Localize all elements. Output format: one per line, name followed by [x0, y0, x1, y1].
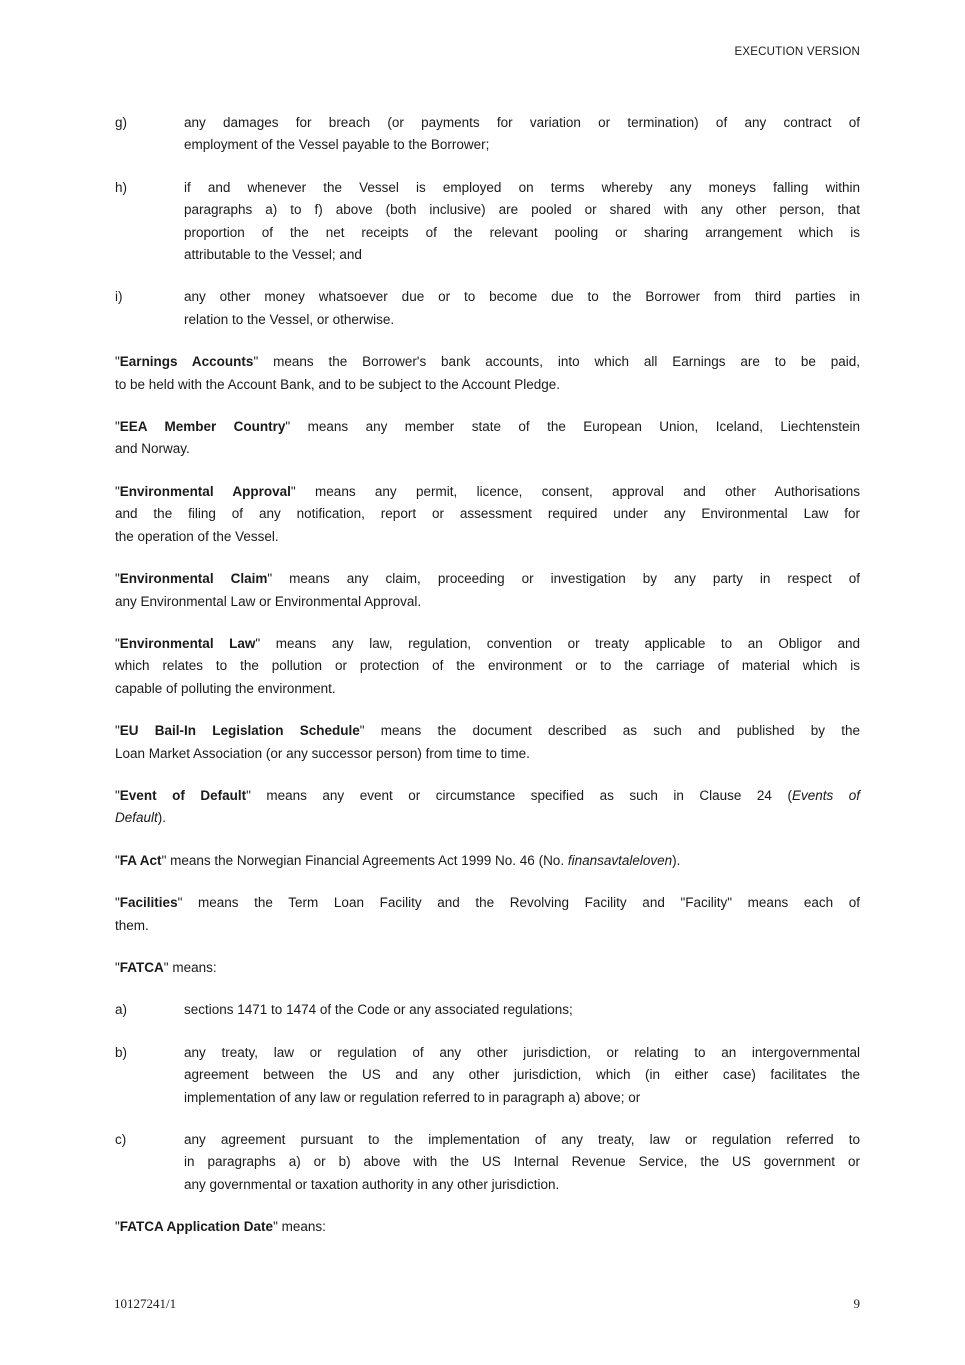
- body-text: Loan Market Association (or any successor person) from time to time.: [115, 745, 530, 761]
- body-text: ": [115, 959, 120, 975]
- paragraph-text: [184, 177, 860, 267]
- text-line: [115, 591, 860, 613]
- body-text: in paragraphs a) or b) above with the US Internal Revenue Service, the US government or: [184, 1154, 860, 1170]
- list-item-label: c): [115, 1132, 127, 1147]
- definition-eea-member-country: [115, 416, 860, 461]
- text-line: [115, 892, 860, 914]
- list-item-c: [115, 1129, 860, 1196]
- defined-term: Facilities: [119, 895, 178, 911]
- definition-environmental-approval: [115, 481, 860, 548]
- text-line: [184, 1064, 860, 1086]
- defined-term: Environmental Approval: [119, 483, 291, 499]
- text-line: [115, 568, 860, 590]
- paragraph-text: [115, 481, 860, 548]
- body-text: sections 1471 to 1474 of the Code or any associated regulations;: [184, 1002, 573, 1018]
- defined-term: FATCA: [119, 959, 164, 975]
- text-line: [115, 633, 860, 655]
- paragraph-text: [115, 957, 860, 979]
- list-item-a: [115, 999, 860, 1021]
- body-text: " means any event or circumstance specified as such in Clause 24 (: [246, 787, 792, 803]
- text-line: [115, 915, 860, 937]
- text-line: [115, 850, 860, 872]
- paragraph-text: [184, 1042, 860, 1109]
- paragraph-text: [115, 1216, 860, 1238]
- text-line: [115, 526, 860, 548]
- list-item-label: h): [115, 179, 128, 195]
- body-text: ": [115, 1219, 120, 1235]
- italic-text: Default: [115, 810, 158, 826]
- text-line: [115, 481, 860, 503]
- body-text: capable of polluting the environment.: [115, 680, 336, 696]
- text-line: [115, 743, 860, 765]
- body-text: ).: [157, 810, 167, 826]
- text-line: [115, 1216, 860, 1238]
- body-text: ": [115, 895, 120, 911]
- text-line: [184, 1129, 860, 1151]
- paragraph-text: [115, 351, 860, 396]
- italic-text: Events of: [791, 787, 860, 803]
- body-text: relation to the Vessel, or otherwise.: [184, 311, 395, 327]
- body-text: agreement between the US and any other jurisdiction, which (in either case) facilitates the: [184, 1067, 860, 1083]
- defined-term: FA Act: [119, 852, 162, 868]
- text-line: [184, 199, 860, 221]
- text-line: [184, 1151, 860, 1173]
- paragraph-text: [115, 568, 860, 613]
- text-line: [115, 374, 860, 396]
- paragraph-text: [184, 286, 860, 331]
- body-text: if and whenever the Vessel is employed on terms whereby any moneys falling within: [184, 179, 860, 195]
- definition-environmental-claim: [115, 568, 860, 613]
- definition-eu-bail-in-legislation-schedule: [115, 720, 860, 765]
- body-text: any treaty, law or regulation of any other jurisdiction, or relating to an intergovernmental: [184, 1044, 860, 1060]
- text-line: [184, 177, 860, 199]
- body-text: " means the Term Loan Facility and the Revolving Facility and "Facility" means each of: [177, 895, 860, 911]
- list-item-label: g): [115, 115, 128, 130]
- body-text: " means any law, regulation, convention or treaty applicable to an Obligor and: [255, 635, 860, 651]
- text-line: [115, 416, 860, 438]
- paragraph-text: [115, 633, 860, 700]
- body-text: " means:: [163, 959, 217, 975]
- body-text: ": [115, 723, 120, 739]
- text-line: [115, 351, 860, 373]
- definition-event-of-default: [115, 785, 860, 830]
- execution-version-header: EXECUTION VERSION: [734, 46, 860, 58]
- text-line: [184, 309, 860, 331]
- body-text: ": [115, 354, 120, 370]
- definition-fa-act: [115, 850, 860, 872]
- defined-term: Environmental Claim: [119, 571, 268, 587]
- body-text: " means any permit, licence, consent, approval and other Authorisations: [290, 483, 860, 499]
- text-line: [184, 1042, 860, 1064]
- list-item-g: [115, 112, 860, 157]
- body-text: ": [115, 419, 120, 435]
- body-text: " means:: [273, 1219, 326, 1235]
- body-text: them.: [115, 917, 149, 933]
- body-text: ).: [672, 852, 681, 868]
- body-text: ": [115, 483, 120, 499]
- paragraph-text: [115, 850, 860, 872]
- definition-earnings-accounts: [115, 351, 860, 396]
- body-text: proportion of the net receipts of the relevant pooling or sharing arrangement which is: [184, 224, 860, 240]
- body-text: " means the Norwegian Financial Agreements Act 1999 No. 46 (No.: [161, 852, 568, 868]
- body-text: which relates to the pollution or protection of the environment or to the carriage of material which is: [115, 658, 860, 674]
- body-text: paragraphs a) to f) above (both inclusive) are pooled or shared with any other person, that: [184, 202, 860, 218]
- document-reference-number: 10127241/1: [114, 1296, 177, 1311]
- paragraph-text: [184, 1129, 860, 1196]
- text-line: [184, 999, 860, 1021]
- body-text: " means the Borrower's bank accounts, into which all Earnings are to be paid,: [253, 354, 860, 370]
- body-text: " means any member state of the European Union, Iceland, Liechtenstein: [285, 419, 860, 435]
- text-line: [184, 112, 860, 134]
- text-line: [184, 286, 860, 308]
- paragraph-text: [115, 720, 860, 765]
- body-text: and the filing of any notification, report or assessment required under any Environmental Law for: [115, 506, 860, 522]
- paragraph-text: [115, 416, 860, 461]
- definition-facilities: [115, 892, 860, 937]
- body-text: implementation of any law or regulation referred to in paragraph a) above; or: [184, 1089, 641, 1105]
- text-line: [115, 720, 860, 742]
- list-item-label: b): [115, 1044, 128, 1060]
- paragraph-text: [184, 999, 860, 1021]
- definition-fatca-application-date: [115, 1216, 860, 1238]
- defined-term: EU Bail-In Legislation Schedule: [119, 723, 360, 739]
- body-text: any other money whatsoever due or to become due to the Borrower from third parties in: [184, 289, 860, 305]
- defined-term: FATCA Application Date: [119, 1219, 274, 1235]
- text-line: [184, 1087, 860, 1109]
- defined-term: Earnings Accounts: [119, 354, 254, 370]
- body-text: ": [115, 571, 120, 587]
- definition-fatca: [115, 957, 860, 979]
- text-line: [115, 807, 860, 829]
- text-line: [184, 244, 860, 266]
- text-line: [115, 785, 860, 807]
- body-text: employment of the Vessel payable to the Borrower;: [184, 137, 490, 153]
- body-text: the operation of the Vessel.: [115, 528, 279, 544]
- body-text: and Norway.: [115, 441, 190, 457]
- text-line: [184, 222, 860, 244]
- list-item-h: [115, 177, 860, 267]
- body-text: to be held with the Account Bank, and to be subject to the Account Pledge.: [115, 376, 561, 392]
- text-line: [115, 503, 860, 525]
- body-text: " means any claim, proceeding or investigation by any party in respect of: [267, 571, 860, 587]
- body-text: " means the document described as such and published by the: [359, 723, 860, 739]
- page-number: 9: [853, 1296, 860, 1311]
- body-text: any damages for breach (or payments for variation or termination) of any contract of: [184, 115, 860, 130]
- paragraph-text: [184, 112, 860, 157]
- defined-term: Event of Default: [119, 787, 247, 803]
- body-text: ": [115, 852, 120, 868]
- text-line: [115, 655, 860, 677]
- body-text: ": [115, 635, 120, 651]
- list-item-label: a): [115, 1002, 128, 1018]
- document-body: [115, 112, 860, 1259]
- text-line: [115, 438, 860, 460]
- defined-term: EEA Member Country: [119, 419, 286, 435]
- defined-term: Environmental Law: [119, 635, 256, 651]
- body-text: any governmental or taxation authority in any other jurisdiction.: [184, 1176, 560, 1192]
- body-text: any agreement pursuant to the implementation of any treaty, law or regulation referred to: [184, 1132, 860, 1147]
- text-line: [115, 678, 860, 700]
- list-item-label: i): [115, 289, 123, 305]
- text-line: [115, 957, 860, 979]
- italic-text: finansavtaleloven: [567, 852, 673, 868]
- list-item-b: [115, 1042, 860, 1109]
- body-text: attributable to the Vessel; and: [184, 247, 362, 263]
- text-line: [184, 1174, 860, 1196]
- paragraph-text: [115, 892, 860, 937]
- body-text: any Environmental Law or Environmental Approval.: [115, 593, 422, 609]
- paragraph-text: [115, 785, 860, 830]
- text-line: [184, 134, 860, 156]
- list-item-i: [115, 286, 860, 331]
- body-text: ": [115, 787, 120, 803]
- definition-environmental-law: [115, 633, 860, 700]
